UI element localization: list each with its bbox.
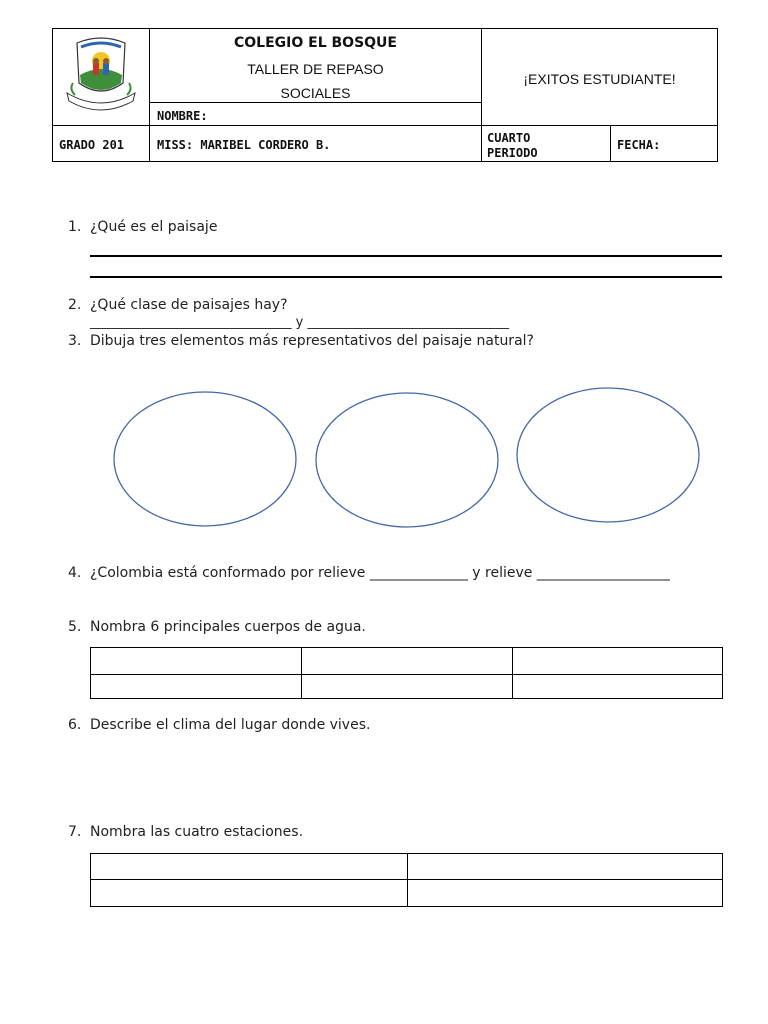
question-number: 6. [68, 717, 82, 733]
answer-cell[interactable] [91, 648, 302, 675]
header-divider [610, 125, 611, 161]
answer-cell[interactable] [302, 648, 513, 675]
period-line-2: PERIODO [487, 146, 538, 160]
workshop-title: TALLER DE REPASO [247, 61, 384, 77]
drawing-area [100, 380, 720, 540]
subject-title: SOCIALES [280, 85, 351, 101]
header-table [52, 28, 718, 162]
question-number: 5. [68, 619, 82, 635]
seasons-table [90, 853, 723, 907]
answer-line[interactable] [90, 255, 722, 257]
teacher-label: MISS: MARIBEL CORDERO B. [157, 138, 331, 152]
question-text: ¿Qué es el paisaje [90, 219, 218, 235]
question-3 [68, 333, 534, 349]
answer-cell[interactable] [513, 648, 723, 675]
answer-cell[interactable] [408, 880, 723, 907]
school-name: COLEGIO EL BOSQUE [234, 35, 397, 51]
grade-label: GRADO 201 [59, 138, 125, 152]
drawing-oval-2[interactable] [316, 393, 498, 527]
question-text: Nombra 6 principales cuerpos de agua. [90, 619, 366, 635]
answer-cell[interactable] [91, 675, 302, 699]
drawing-oval-3[interactable] [517, 388, 699, 522]
question-4 [68, 565, 670, 581]
slogan: ¡EXITOS ESTUDIANTE! [523, 71, 676, 87]
question-number: 7. [68, 824, 82, 840]
period-line-1: CUARTO [487, 131, 531, 145]
answer-line[interactable] [90, 276, 722, 278]
name-label: NOMBRE: [157, 109, 208, 123]
question-1 [68, 219, 217, 235]
question-number: 4. [68, 565, 82, 581]
question-number: 1. [68, 219, 82, 235]
question-6 [68, 717, 370, 733]
water-bodies-table [90, 647, 723, 699]
question-2 [68, 297, 288, 313]
date-label: FECHA: [617, 138, 661, 152]
question-text: ¿Colombia está conformado por relieve ______________ y relieve ___________________ [90, 565, 670, 581]
question-7 [68, 824, 303, 840]
header-divider [53, 125, 717, 126]
header-divider [481, 29, 482, 161]
answer-cell[interactable] [302, 675, 513, 699]
q2-answer-blanks[interactable]: _______________________________ y _______________________________ [90, 315, 509, 330]
answer-cell[interactable] [408, 854, 723, 880]
question-text: ¿Qué clase de paisajes hay? [90, 297, 288, 313]
drawing-oval-1[interactable] [114, 392, 296, 526]
question-number: 3. [68, 333, 82, 349]
question-text: Nombra las cuatro estaciones. [90, 824, 304, 840]
question-text: Dibuja tres elementos más representativos del paisaje natural? [90, 333, 534, 349]
answer-cell[interactable] [91, 880, 408, 907]
question-text: Describe el clima del lugar donde vives. [90, 717, 371, 733]
question-5 [68, 619, 366, 635]
answer-cell[interactable] [513, 675, 723, 699]
school-crest-icon [63, 33, 139, 115]
period-label [487, 131, 538, 161]
header-divider [149, 102, 481, 103]
question-number: 2. [68, 297, 82, 313]
answer-cell[interactable] [91, 854, 408, 880]
